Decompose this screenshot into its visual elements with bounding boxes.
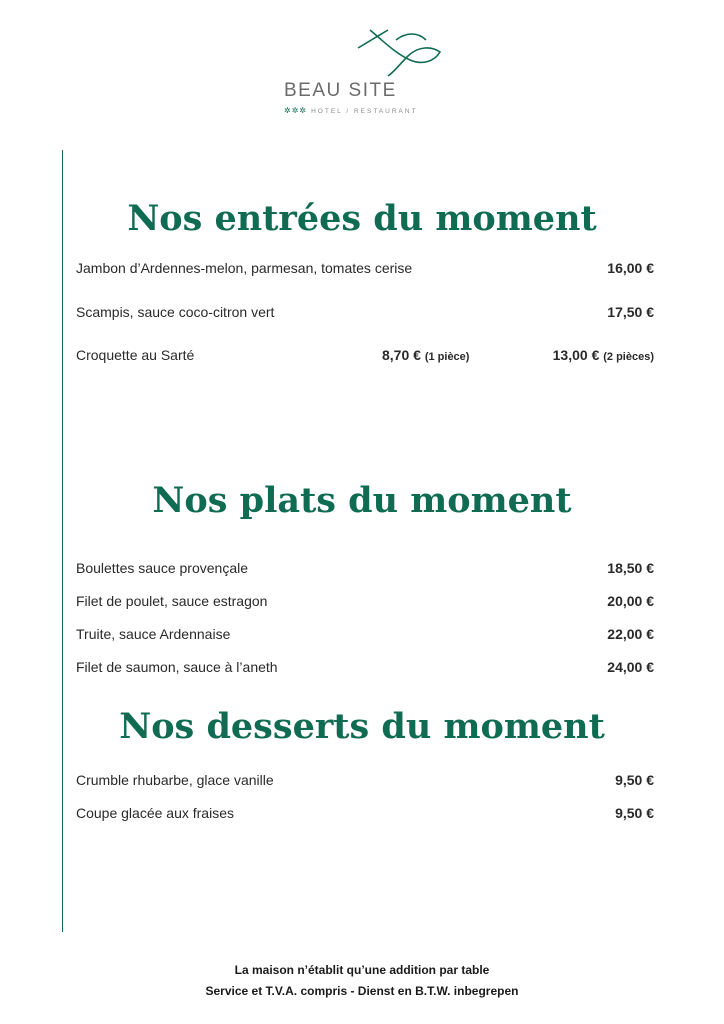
item-price <box>553 347 654 363</box>
menu-item <box>76 772 654 792</box>
item-price: 20,00 € <box>607 593 654 609</box>
item-name: Filet de poulet, sauce estragon <box>76 593 268 609</box>
item-name: Filet de saumon, sauce à l’aneth <box>76 659 278 675</box>
item-price-single-value: 8,70 € <box>382 347 421 363</box>
item-name: Truite, sauce Ardennaise <box>76 626 231 642</box>
vertical-divider <box>62 150 63 932</box>
item-price-value: 13,00 € <box>552 347 600 363</box>
menu-item <box>76 347 654 367</box>
leaf-logo-icon <box>348 22 444 78</box>
item-price: 22,00 € <box>607 626 654 642</box>
item-price-single-note: (1 pièce) <box>424 351 470 363</box>
brand-subtitle <box>284 106 418 115</box>
footer-note-addition: La maison n’établit qu’une addition par table <box>234 963 490 977</box>
section-title-entrees: Nos entrées du moment <box>127 198 597 239</box>
item-name: Jambon d’Ardennes-melon, parmesan, tomates cerise <box>76 260 413 276</box>
menu-item <box>76 659 654 679</box>
menu-item <box>76 560 654 580</box>
item-name: Scampis, sauce coco-citron vert <box>76 304 275 320</box>
brand-subtitle-text: HOTEL / RESTAURANT <box>311 108 418 115</box>
item-price: 17,50 € <box>607 304 654 320</box>
menu-item <box>76 260 654 280</box>
item-price-note: (2 pièces) <box>603 351 654 363</box>
item-price: 9,50 € <box>615 772 654 788</box>
brand-name: BEAU SITE <box>284 80 397 101</box>
menu-item <box>76 593 654 613</box>
menu-item <box>76 304 654 324</box>
item-name: Crumble rhubarbe, glace vanille <box>76 772 274 788</box>
item-price: 18,50 € <box>607 560 654 576</box>
item-price: 9,50 € <box>615 805 654 821</box>
menu-item <box>76 626 654 646</box>
section-title-desserts: Nos desserts du moment <box>119 706 605 747</box>
item-name: Croquette au Sarté <box>76 347 195 363</box>
item-name: Coupe glacée aux fraises <box>76 805 234 821</box>
section-title-plats: Nos plats du moment <box>152 480 572 521</box>
footer-note-service: Service et T.V.A. compris - Dienst en B.T.W. inbegrepen <box>205 984 519 998</box>
menu-item <box>76 805 654 825</box>
item-price: 16,00 € <box>607 260 654 276</box>
item-name: Boulettes sauce provençale <box>76 560 248 576</box>
item-price-single <box>382 347 469 363</box>
star-rating-icon: ✲✲✲ <box>284 106 308 115</box>
item-price: 24,00 € <box>607 659 654 675</box>
hotel-logo <box>0 22 724 122</box>
